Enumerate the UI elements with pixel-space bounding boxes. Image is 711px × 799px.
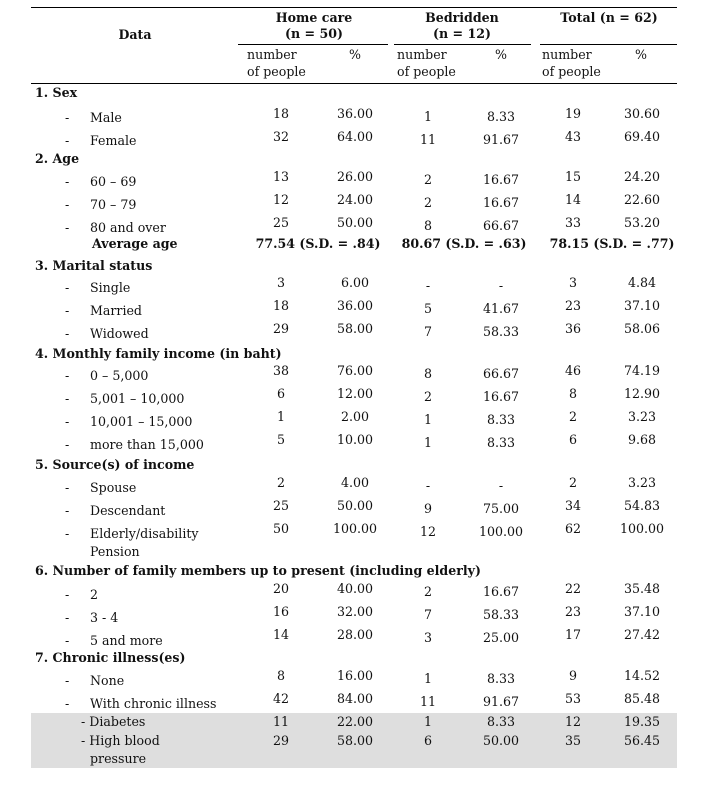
row-dash: -	[65, 503, 70, 518]
table-cell: 4.84	[627, 275, 657, 290]
table-cell: 53	[564, 691, 582, 706]
table-cell: 12	[564, 714, 582, 729]
table-cell: 12	[419, 524, 437, 539]
table-cell: 1	[423, 435, 433, 450]
row-label: Descendant	[90, 503, 166, 518]
table-cell: 7	[423, 607, 433, 622]
table-cell: 66.67	[482, 366, 520, 381]
table-cell: 1	[423, 412, 433, 427]
table-cell: 46	[564, 363, 582, 378]
row-dash: -	[65, 437, 70, 452]
table-cell: 12.90	[623, 386, 661, 401]
row-dash: -	[65, 610, 70, 625]
table-cell: 22	[564, 581, 582, 596]
table-cell: 40.00	[336, 581, 374, 596]
row-dash: -	[65, 368, 70, 383]
table-cell: 29	[272, 733, 290, 748]
table-cell: 54.83	[623, 498, 661, 513]
table-cell: 6	[568, 432, 578, 447]
row-label: Male	[90, 110, 122, 125]
table-cell: 58.06	[623, 321, 661, 336]
table-cell: 3	[423, 630, 433, 645]
col-header-total: Total (n = 62)	[560, 10, 658, 25]
table-cell: 36.00	[336, 298, 374, 313]
row-dash: -	[65, 633, 70, 648]
table-cell: 10.00	[336, 432, 374, 447]
section-title: 7. Chronic illness(es)	[35, 650, 186, 665]
table-cell: 100.00	[332, 521, 378, 536]
row-label: 5,001 – 10,000	[90, 391, 185, 406]
row-label-cont: Pension	[90, 544, 140, 559]
table-cell: 29	[272, 321, 290, 336]
table-cell: 28.00	[336, 627, 374, 642]
table-cell: 19	[564, 106, 582, 121]
table-cell: 100.00	[619, 521, 665, 536]
table-cell: 2	[568, 409, 578, 424]
table-cell: 9.68	[627, 432, 657, 447]
table-cell: 8.33	[486, 412, 516, 427]
row-dash: -	[65, 220, 70, 235]
table-cell: 2	[423, 389, 433, 404]
row-dash: -	[65, 280, 70, 295]
table-cell: -	[425, 478, 431, 493]
row-dash: -	[65, 110, 70, 125]
table-cell: 37.10	[623, 604, 661, 619]
row-label: 60 – 69	[90, 174, 137, 189]
row-label: Spouse	[90, 480, 137, 495]
table-cell: 23	[564, 604, 582, 619]
table-cell: 2	[276, 475, 286, 490]
table-cell: 22.00	[336, 714, 374, 729]
col-header-bedridden-n: (n = 12)	[433, 26, 491, 41]
table-cell: 16.67	[482, 584, 520, 599]
section-title: 2. Age	[35, 151, 80, 166]
table-cell: 6	[423, 733, 433, 748]
table-cell: 8	[423, 366, 433, 381]
table-cell: 24.20	[623, 169, 661, 184]
table-cell: 43	[564, 129, 582, 144]
col-header-bedridden: Bedridden	[425, 10, 499, 25]
table-cell: 20	[272, 581, 290, 596]
table-cell: 42	[272, 691, 290, 706]
table-cell: 36.00	[336, 106, 374, 121]
table-cell: 12.00	[336, 386, 374, 401]
table-cell: 56.45	[623, 733, 661, 748]
subheader-percent-total: %	[635, 47, 647, 62]
col-header-home-care: Home care	[275, 10, 353, 25]
table-cell: 23	[564, 298, 582, 313]
row-label: Widowed	[90, 326, 149, 341]
table-cell: 50.00	[336, 215, 374, 230]
col-header-home-care-n: (n = 50)	[285, 26, 343, 41]
table-cell: 84.00	[336, 691, 374, 706]
group-rule-total	[540, 44, 677, 45]
table-cell: 91.67	[482, 132, 520, 147]
table-cell: 16.67	[482, 389, 520, 404]
table-cell: -	[498, 278, 504, 293]
table-cell: 30.60	[623, 106, 661, 121]
table-cell: 66.67	[482, 218, 520, 233]
table-cell: 16.67	[482, 172, 520, 187]
table-cell: 19.35	[623, 714, 661, 729]
table-cell: 11	[272, 714, 290, 729]
subheader-number-total: number	[542, 47, 592, 62]
table-cell: 50.00	[336, 498, 374, 513]
subheader-people-total: of people	[542, 64, 601, 79]
row-label: Married	[90, 303, 142, 318]
col-header-data: Data	[118, 27, 152, 42]
row-dash: -	[65, 174, 70, 189]
subheader-percent-home: %	[349, 47, 361, 62]
table-cell: 35.48	[623, 581, 661, 596]
table-cell: 6.00	[340, 275, 370, 290]
table-cell: 22.60	[623, 192, 661, 207]
table-cell: 12	[272, 192, 290, 207]
table-cell: 9	[423, 501, 433, 516]
table-cell: 8	[568, 386, 578, 401]
table-cell: 58.00	[336, 321, 374, 336]
row-label: 70 – 79	[90, 197, 137, 212]
table-cell: 8	[276, 668, 286, 683]
row-label: Elderly/disability	[90, 526, 199, 541]
table-cell: 25.00	[482, 630, 520, 645]
table-cell: 8.33	[486, 109, 516, 124]
table-cell: 2	[423, 172, 433, 187]
average-bed: 80.67 (S.D. = .63)	[401, 236, 527, 251]
table-cell: 58.33	[482, 324, 520, 339]
table-cell: 8.33	[486, 671, 516, 686]
table-cell: 16	[272, 604, 290, 619]
subrow-label: - High blood	[81, 733, 160, 748]
header-bottom-rule	[31, 83, 677, 84]
subheader-percent-bed: %	[495, 47, 507, 62]
table-cell: 8.33	[486, 714, 516, 729]
row-dash: -	[65, 133, 70, 148]
subheader-people-bed: of people	[397, 64, 456, 79]
average-home: 77.54 (S.D. = .84)	[255, 236, 381, 251]
subrow-label-cont: pressure	[90, 751, 147, 766]
table-cell: 8.33	[486, 435, 516, 450]
table-cell: 76.00	[336, 363, 374, 378]
table-cell: 64.00	[336, 129, 374, 144]
table-cell: 1	[276, 409, 286, 424]
table-cell: 3	[276, 275, 286, 290]
table-cell: 32.00	[336, 604, 374, 619]
table-cell: 34	[564, 498, 582, 513]
table-cell: 9	[568, 668, 578, 683]
table-cell: 1	[423, 109, 433, 124]
group-rule-bed	[394, 44, 531, 45]
row-label: 2	[90, 587, 99, 602]
subheader-number-bed: number	[397, 47, 447, 62]
table-cell: 13	[272, 169, 290, 184]
row-label: 10,001 – 15,000	[90, 414, 193, 429]
row-dash: -	[65, 480, 70, 495]
row-label: Single	[90, 280, 131, 295]
average-age-label: Average age	[92, 236, 178, 251]
table-cell: 11	[419, 132, 437, 147]
table-cell: 69.40	[623, 129, 661, 144]
table-cell: 26.00	[336, 169, 374, 184]
table-cell: 1	[423, 714, 433, 729]
row-label: Female	[90, 133, 137, 148]
table-cell: 33	[564, 215, 582, 230]
table-cell: 2	[423, 195, 433, 210]
table-cell: 2.00	[340, 409, 370, 424]
row-label: more than 15,000	[90, 437, 204, 452]
table-cell: 16.00	[336, 668, 374, 683]
average-total: 78.15 (S.D. = .77)	[549, 236, 675, 251]
table-cell: 53.20	[623, 215, 661, 230]
row-dash: -	[65, 696, 70, 711]
row-dash: -	[65, 326, 70, 341]
table-cell: 75.00	[482, 501, 520, 516]
table-cell: 18	[272, 106, 290, 121]
table-cell: 58.00	[336, 733, 374, 748]
table-cell: 11	[419, 694, 437, 709]
section-title: 1. Sex	[35, 85, 78, 100]
row-dash: -	[65, 391, 70, 406]
table-cell: 2	[568, 475, 578, 490]
table-cell: 4.00	[340, 475, 370, 490]
table-cell: 50	[272, 521, 290, 536]
row-label: With chronic illness	[90, 696, 217, 711]
table-cell: 14	[272, 627, 290, 642]
row-dash: -	[65, 197, 70, 212]
subrow-label: - Diabetes	[81, 714, 146, 729]
table-cell: 37.10	[623, 298, 661, 313]
table-cell: -	[498, 478, 504, 493]
row-dash: -	[65, 587, 70, 602]
table-cell: -	[425, 278, 431, 293]
table-cell: 50.00	[482, 733, 520, 748]
section-title: 3. Marital status	[35, 258, 153, 273]
table-cell: 24.00	[336, 192, 374, 207]
table-cell: 7	[423, 324, 433, 339]
table-cell: 14	[564, 192, 582, 207]
table-cell: 91.67	[482, 694, 520, 709]
table-cell: 41.67	[482, 301, 520, 316]
table-cell: 18	[272, 298, 290, 313]
table-cell: 3.23	[627, 475, 657, 490]
section-title: 5. Source(s) of income	[35, 457, 195, 472]
table-cell: 58.33	[482, 607, 520, 622]
table-cell: 17	[564, 627, 582, 642]
table-cell: 36	[564, 321, 582, 336]
table-cell: 100.00	[478, 524, 524, 539]
table-cell: 3	[568, 275, 578, 290]
table-cell: 35	[564, 733, 582, 748]
table-cell: 16.67	[482, 195, 520, 210]
section-title: 6. Number of family members up to present (including elderly)	[35, 563, 481, 578]
table-top-rule	[31, 7, 677, 8]
row-dash: -	[65, 673, 70, 688]
table-cell: 6	[276, 386, 286, 401]
row-label: 0 – 5,000	[90, 368, 149, 383]
row-dash: -	[65, 303, 70, 318]
section-title: 4. Monthly family income (in baht)	[35, 346, 282, 361]
table-cell: 5	[276, 432, 286, 447]
table-cell: 8	[423, 218, 433, 233]
table-cell: 85.48	[623, 691, 661, 706]
row-label: 80 and over	[90, 220, 166, 235]
table-cell: 25	[272, 498, 290, 513]
table-cell: 14.52	[623, 668, 661, 683]
table-cell: 15	[564, 169, 582, 184]
table-cell: 62	[564, 521, 582, 536]
subheader-number-home: number	[247, 47, 297, 62]
row-dash: -	[65, 414, 70, 429]
table-cell: 5	[423, 301, 433, 316]
table-cell: 27.42	[623, 627, 661, 642]
table-cell: 38	[272, 363, 290, 378]
table-cell: 74.19	[623, 363, 661, 378]
row-label: None	[90, 673, 125, 688]
table-cell: 32	[272, 129, 290, 144]
row-dash: -	[65, 526, 70, 541]
table-cell: 2	[423, 584, 433, 599]
row-label: 5 and more	[90, 633, 163, 648]
group-rule-home	[238, 44, 388, 45]
table-cell: 3.23	[627, 409, 657, 424]
table-cell: 25	[272, 215, 290, 230]
subheader-people-home: of people	[247, 64, 306, 79]
table-cell: 1	[423, 671, 433, 686]
row-label: 3 - 4	[90, 610, 119, 625]
